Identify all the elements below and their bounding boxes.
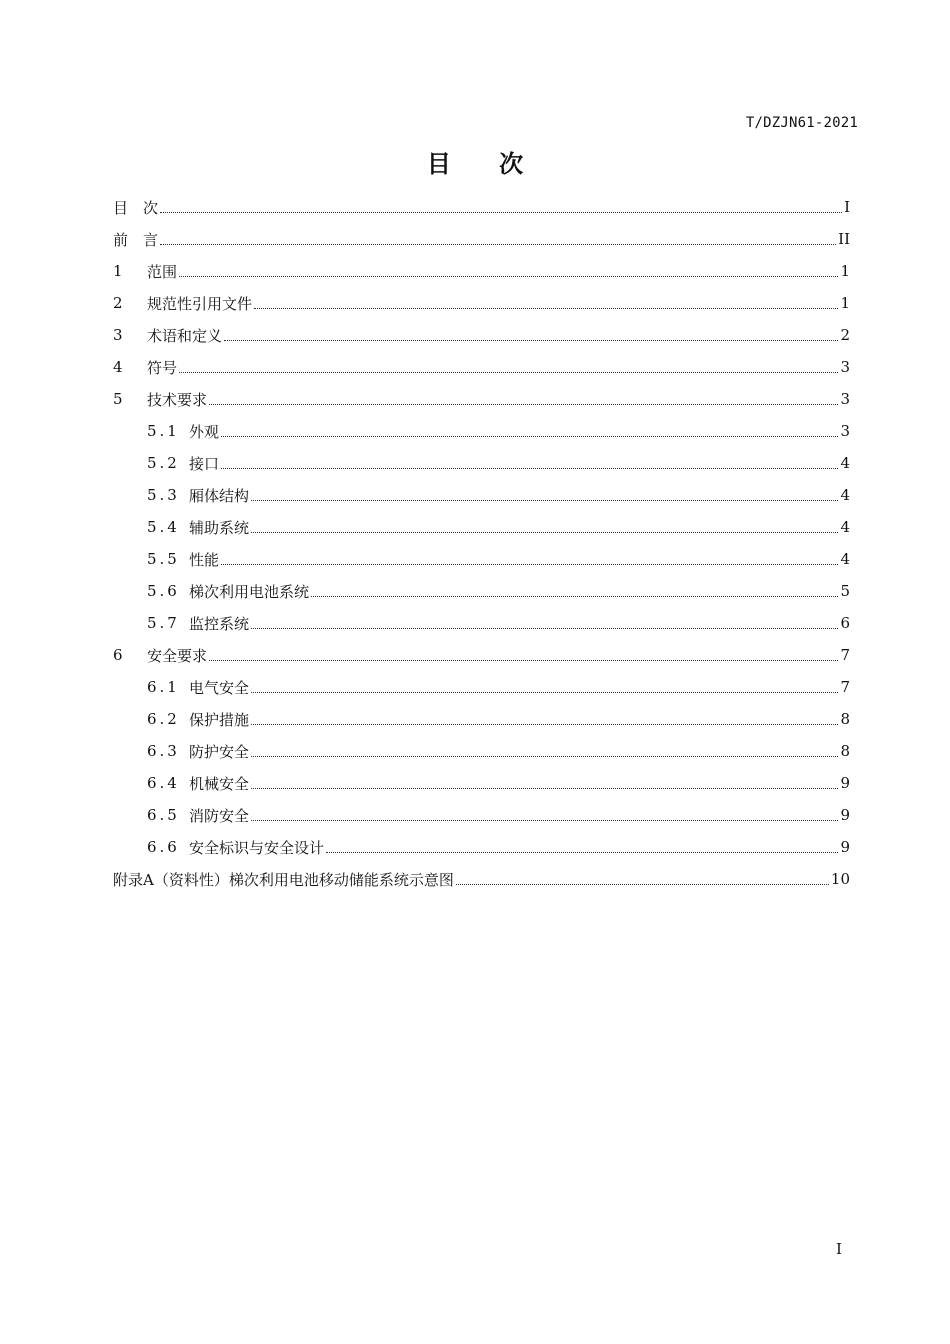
toc-entry-title: 性能 (189, 550, 220, 569)
toc-dot-leader (326, 851, 838, 853)
toc-entry-title: 附录A（资料性）梯次利用电池移动储能系统示意图 (113, 870, 454, 889)
toc-entry[interactable] (113, 831, 850, 863)
toc-entry-page: 9 (840, 774, 850, 792)
toc-entry-title: 目 次 (113, 198, 159, 217)
toc-entry-page: 4 (840, 518, 850, 536)
toc-entry-title: 监控系统 (189, 614, 250, 633)
toc-dot-leader (251, 819, 838, 821)
toc-entry-page: 4 (840, 486, 850, 504)
toc-dot-leader (209, 403, 838, 405)
toc-entry-number: 6.3 (147, 742, 180, 760)
toc-entry-number: 2 (113, 294, 123, 312)
toc-dot-leader (251, 499, 838, 501)
toc-entry-number: 3 (113, 326, 123, 344)
page-title: 目 次 (426, 150, 544, 178)
toc-entry-title: 安全标识与安全设计 (189, 838, 325, 857)
toc-entry-number: 6.1 (147, 678, 180, 696)
toc-entry[interactable] (113, 863, 850, 895)
toc-entry-number: 5.7 (147, 614, 180, 632)
toc-entry[interactable] (113, 511, 850, 543)
toc-entry-number: 5.6 (147, 582, 180, 600)
toc-dot-leader (251, 691, 838, 693)
toc-dot-leader (311, 595, 838, 597)
toc-entry-number: 4 (113, 358, 123, 376)
toc-entry[interactable] (113, 319, 850, 351)
toc-entry-title: 消防安全 (189, 806, 250, 825)
toc-entry[interactable] (113, 479, 850, 511)
toc-entry-page: 4 (840, 454, 850, 472)
toc-entry-title: 保护措施 (189, 710, 250, 729)
toc-dot-leader (254, 307, 838, 309)
toc-entry-number: 1 (113, 262, 123, 280)
toc-entry-title: 电气安全 (189, 678, 250, 697)
toc-entry-title: 外观 (189, 422, 220, 441)
toc-entry[interactable] (113, 607, 850, 639)
page-number: I (836, 1240, 842, 1258)
toc-dot-leader (179, 275, 838, 277)
toc-entry[interactable] (113, 767, 850, 799)
toc-entry-page: 7 (840, 678, 850, 696)
toc-dot-leader (179, 371, 838, 373)
toc-entry[interactable] (113, 447, 850, 479)
toc-dot-leader (221, 467, 838, 469)
table-of-contents (113, 191, 850, 895)
toc-entry-title: 术语和定义 (147, 326, 223, 345)
toc-entry-title: 技术要求 (147, 390, 208, 409)
toc-entry-page: 3 (840, 390, 850, 408)
toc-entry[interactable] (113, 191, 850, 223)
toc-dot-leader (224, 339, 838, 341)
toc-dot-leader (221, 435, 838, 437)
toc-entry-number: 6.6 (147, 838, 180, 856)
toc-entry-page: I (844, 198, 850, 216)
toc-entry[interactable] (113, 255, 850, 287)
toc-dot-leader (160, 243, 836, 245)
toc-entry-number: 5.3 (147, 486, 180, 504)
toc-entry-page: 3 (840, 422, 850, 440)
toc-entry-page: 7 (840, 646, 850, 664)
toc-entry-number: 6.5 (147, 806, 180, 824)
toc-dot-leader (251, 787, 838, 789)
toc-dot-leader (456, 883, 829, 885)
toc-entry-title: 梯次利用电池系统 (189, 582, 310, 601)
toc-entry-page: 9 (840, 838, 850, 856)
toc-entry-title: 安全要求 (147, 646, 208, 665)
toc-entry-page: 1 (840, 262, 850, 280)
toc-dot-leader (209, 659, 838, 661)
toc-dot-leader (251, 531, 838, 533)
toc-entry-title: 接口 (189, 454, 220, 473)
toc-entry-page: 3 (840, 358, 850, 376)
toc-entry-page: 10 (830, 870, 850, 888)
toc-entry-page: 4 (840, 550, 850, 568)
toc-entry-page: 8 (840, 742, 850, 760)
toc-entry[interactable] (113, 799, 850, 831)
toc-entry[interactable] (113, 223, 850, 255)
toc-dot-leader (160, 211, 842, 213)
toc-dot-leader (221, 563, 838, 565)
toc-entry-number: 5 (113, 390, 123, 408)
toc-entry[interactable] (113, 383, 850, 415)
toc-entry-page: 1 (840, 294, 850, 312)
toc-entry-title: 厢体结构 (189, 486, 250, 505)
toc-dot-leader (251, 723, 838, 725)
toc-entry-title: 规范性引用文件 (147, 294, 253, 313)
toc-entry[interactable] (113, 351, 850, 383)
toc-entry-number: 6.4 (147, 774, 180, 792)
toc-entry-title: 前 言 (113, 230, 159, 249)
toc-entry[interactable] (113, 543, 850, 575)
toc-entry-title: 机械安全 (189, 774, 250, 793)
toc-entry-title: 防护安全 (189, 742, 250, 761)
toc-entry-page: 6 (840, 614, 850, 632)
toc-dot-leader (251, 755, 838, 757)
toc-entry-number: 5.2 (147, 454, 180, 472)
toc-entry[interactable] (113, 703, 850, 735)
toc-entry-title: 符号 (147, 358, 178, 377)
toc-entry[interactable] (113, 287, 850, 319)
toc-entry[interactable] (113, 415, 850, 447)
toc-entry-number: 5.5 (147, 550, 180, 568)
toc-entry[interactable] (113, 639, 850, 671)
toc-entry-title: 辅助系统 (189, 518, 250, 537)
toc-entry-page: 5 (840, 582, 850, 600)
toc-entry-number: 5.4 (147, 518, 180, 536)
toc-entry-number: 6 (113, 646, 123, 664)
toc-entry[interactable] (113, 575, 850, 607)
document-code: T/DZJN61-2021 (745, 115, 858, 131)
toc-entry-number: 6.2 (147, 710, 180, 728)
toc-dot-leader (251, 627, 838, 629)
toc-entry-page: 2 (840, 326, 850, 344)
toc-entry-number: 5.1 (147, 422, 180, 440)
toc-entry[interactable] (113, 735, 850, 767)
toc-entry-page: 8 (840, 710, 850, 728)
toc-entry[interactable] (113, 671, 850, 703)
toc-entry-page: II (838, 230, 850, 248)
toc-entry-title: 范围 (147, 262, 178, 281)
toc-entry-page: 9 (840, 806, 850, 824)
